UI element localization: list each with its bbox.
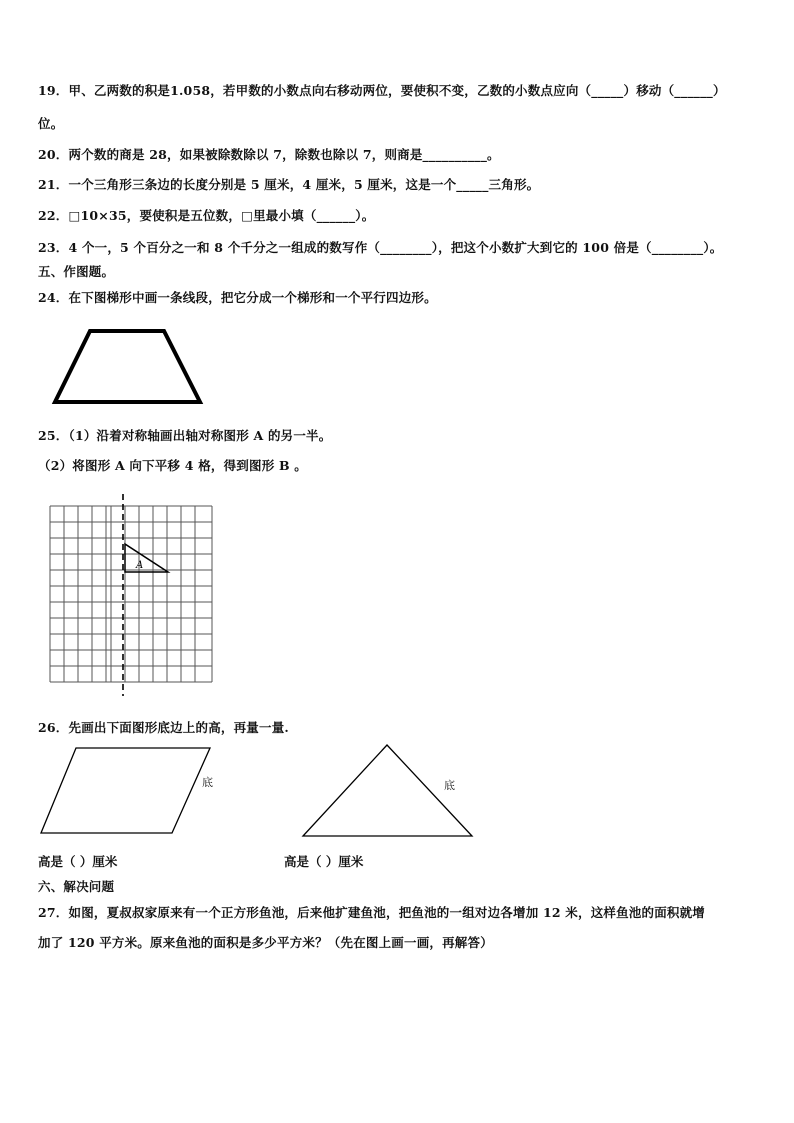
question-27-line1: 27．如图，夏叔叔家原来有一个正方形鱼池，后来他扩建鱼池，把鱼池的一组对边各增加 12 米，这样鱼池的面积就增: [38, 905, 705, 920]
parallelogram-base-label: 底: [202, 776, 213, 789]
question-21: 21．一个三角形三条边的长度分别是 5 厘米，4 厘米，5 厘米，这是一个_____三角形。: [38, 177, 540, 192]
question-22: 22．□10×35，要使积是五位数，□里最小填（______）。: [38, 208, 375, 223]
question-19-line2: 位。: [38, 116, 64, 131]
parallelogram-height-answer: 高是（ ）厘米: [38, 854, 118, 869]
triangle-base-label: 底: [444, 779, 455, 792]
question-25-part2: （2）将图形 A 向下平移 4 格，得到图形 B 。: [38, 458, 307, 473]
question-24: 24．在下图梯形中画一条线段，把它分成一个梯形和一个平行四边形。: [38, 290, 437, 305]
parallelogram-figure: [38, 745, 218, 837]
question-19-line1: 19．甲、乙两数的积是1.058，若甲数的小数点向右移动两位，要使积不变，乙数的小数点应向（_____）移动（______）: [38, 83, 726, 98]
section-6-heading: 六、解决问题: [38, 879, 115, 894]
question-20: 20．两个数的商是 28，如果被除数除以 7，除数也除以 7，则商是__________。: [38, 147, 500, 162]
question-23: 23．4 个一，5 个百分之一和 8 个千分之一组成的数写作（________），把这个小数扩大到它的 100 倍是（________）。: [38, 240, 723, 255]
section-5-heading: 五、作图题。: [38, 264, 115, 279]
grid-lines: [50, 506, 212, 682]
question-26: 26．先画出下面图形底边上的高，再量一量.: [38, 720, 289, 735]
question-25-part1: 25．（1）沿着对称轴画出轴对称图形 A 的另一半。: [38, 428, 332, 443]
shape-a-label: A: [136, 560, 144, 571]
question-27-line2: 加了 120 平方米。原来鱼池的面积是多少平方米？（先在图上画一画，再解答）: [38, 935, 493, 950]
shape-a: [125, 544, 168, 572]
trapezoid-figure: [50, 328, 205, 406]
grid-figure: [44, 492, 219, 697]
triangle-height-answer: 高是（ ）厘米: [284, 854, 364, 869]
